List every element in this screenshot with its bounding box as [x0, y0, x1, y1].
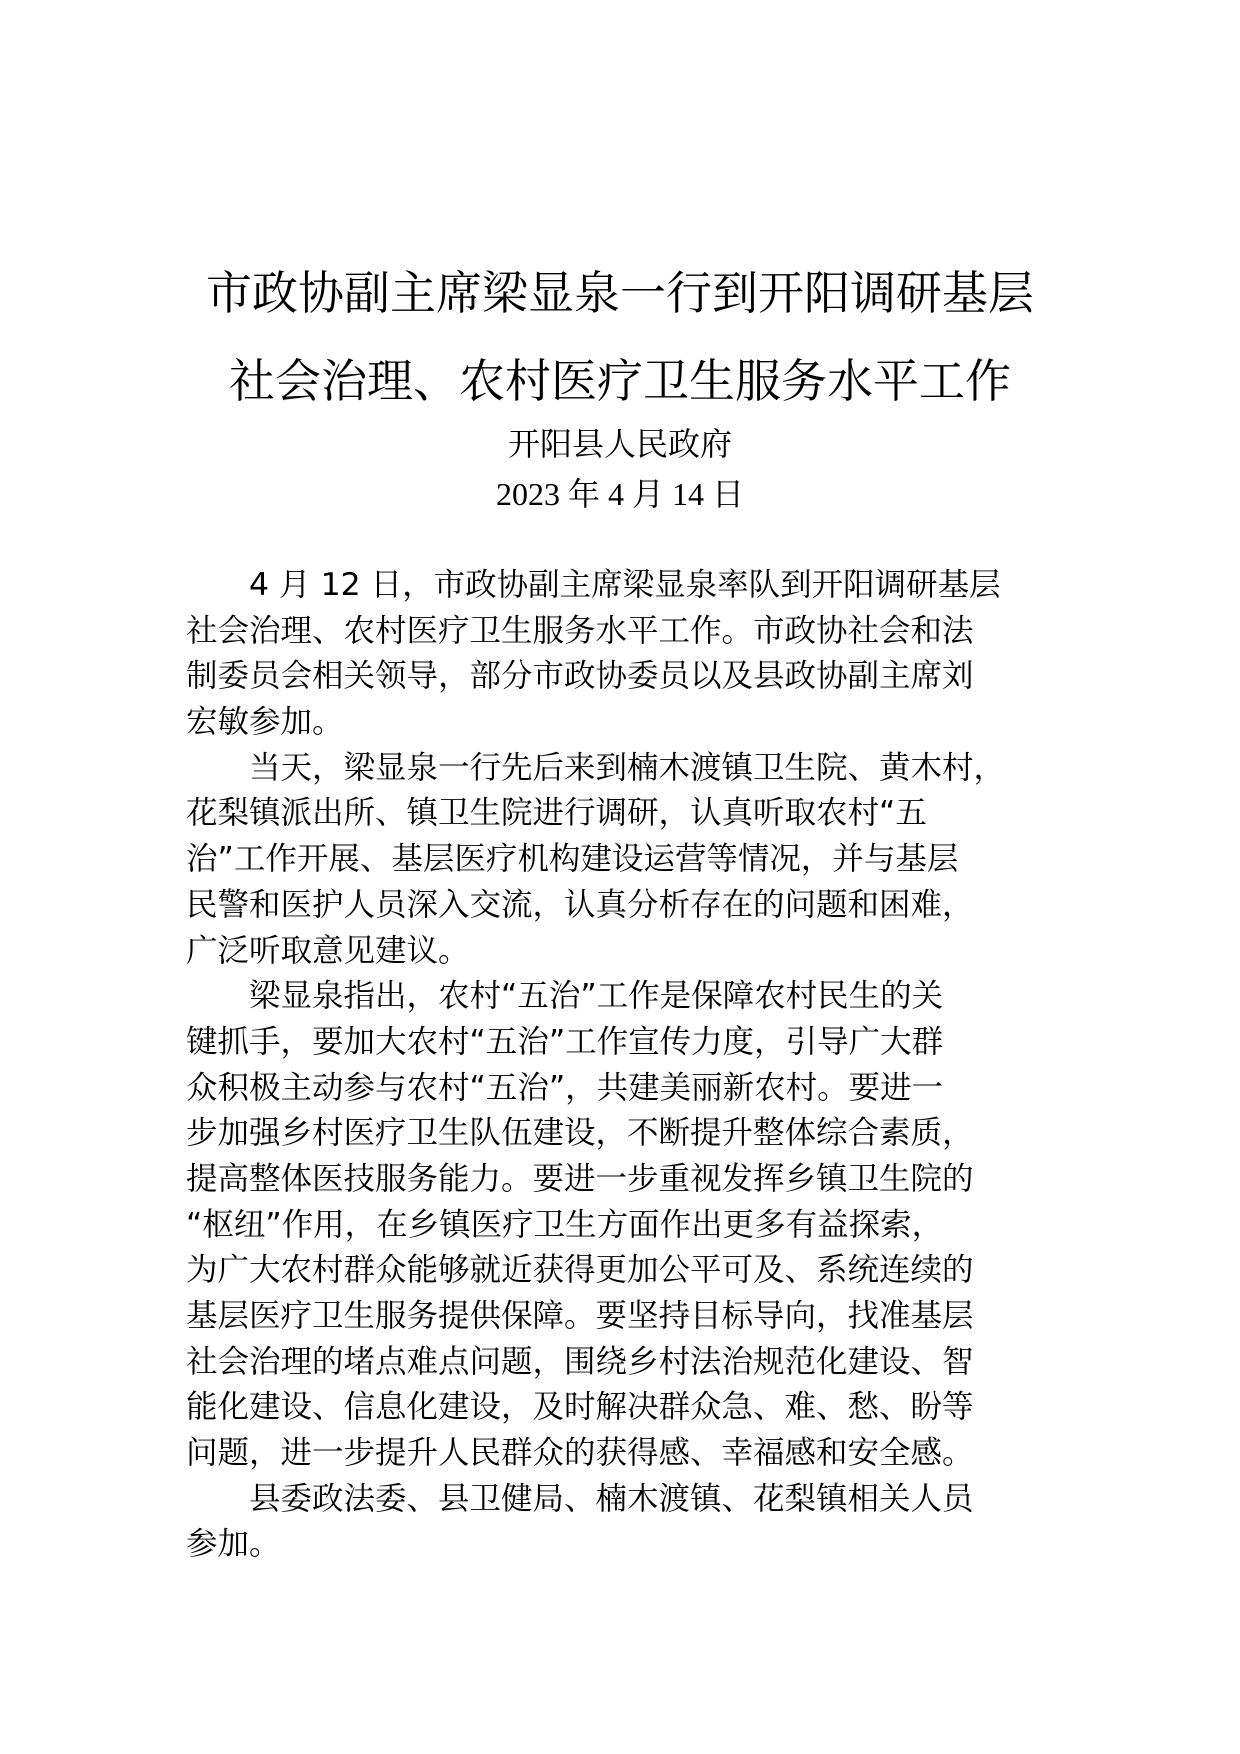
- body-line: 广泛听取意见建议。: [186, 932, 470, 969]
- body-line: 宏敏参加。: [186, 704, 344, 741]
- body-line: 社会治理、农村医疗卫生服务水平工作。市政协社会和法: [186, 612, 974, 649]
- issuer: 开阳县人民政府: [507, 425, 732, 463]
- body-line: 制委员会相关领导，部分市政协委员以及县政协副主席刘: [186, 658, 974, 695]
- body-line: 能化建设、信息化建设，及时解决群众急、难、愁、盼等: [186, 1389, 974, 1426]
- body-line: 县委政法委、县卫健局、楠木渡镇、花梨镇相关人员: [249, 1480, 974, 1517]
- article-body: [186, 563, 1086, 1568]
- body-line: 为广大农村群众能够就近获得更加公平可及、系统连续的: [186, 1252, 974, 1289]
- body-line: 参加。: [186, 1526, 281, 1563]
- body-line: 众积极主动参与农村“五治”，共建美丽新农村。要进一: [186, 1069, 944, 1106]
- body-line: 4 月 12 日，市政协副主席梁显泉率队到开阳调研基层: [249, 567, 1001, 603]
- body-line: 社会治理的堵点难点问题，围绕乡村法治规范化建设、智: [186, 1343, 974, 1380]
- body-line: 花梨镇派出所、镇卫生院进行调研，认真听取农村“五: [186, 795, 927, 832]
- body-line: 问题，进一步提升人民群众的获得感、幸福感和安全感。: [186, 1435, 974, 1472]
- body-line: “枢纽”作用，在乡镇医疗卫生方面作出更多有益探索，: [186, 1206, 944, 1243]
- body-line: 梁显泉指出，农村“五治”工作是保障农村民生的关: [249, 978, 944, 1015]
- publish-date: 2023 年 4 月 14 日: [495, 476, 744, 512]
- document-title-line-1: 市政协副主席梁显泉一行到开阳调研基层: [206, 266, 1034, 320]
- body-line: 治”工作开展、基层医疗机构建设运营等情况，并与基层: [186, 841, 959, 878]
- body-line: 当天，梁显泉一行先后来到楠木渡镇卫生院、黄木村，: [249, 749, 1006, 786]
- body-line: 基层医疗卫生服务提供保障。要坚持目标导向，找准基层: [186, 1298, 974, 1334]
- body-line: 键抓手，要加大农村“五治”工作宣传力度，引导广大群: [186, 1023, 944, 1060]
- document-title-line-2: 社会治理、农村医疗卫生服务水平工作: [229, 354, 1011, 408]
- body-line: 民警和医护人员深入交流，认真分析存在的问题和困难，: [186, 886, 974, 923]
- body-line: 提高整体医技服务能力。要进一步重视发挥乡镇卫生院的: [186, 1160, 974, 1197]
- body-line: 步加强乡村医疗卫生队伍建设，不断提升整体综合素质，: [186, 1115, 974, 1152]
